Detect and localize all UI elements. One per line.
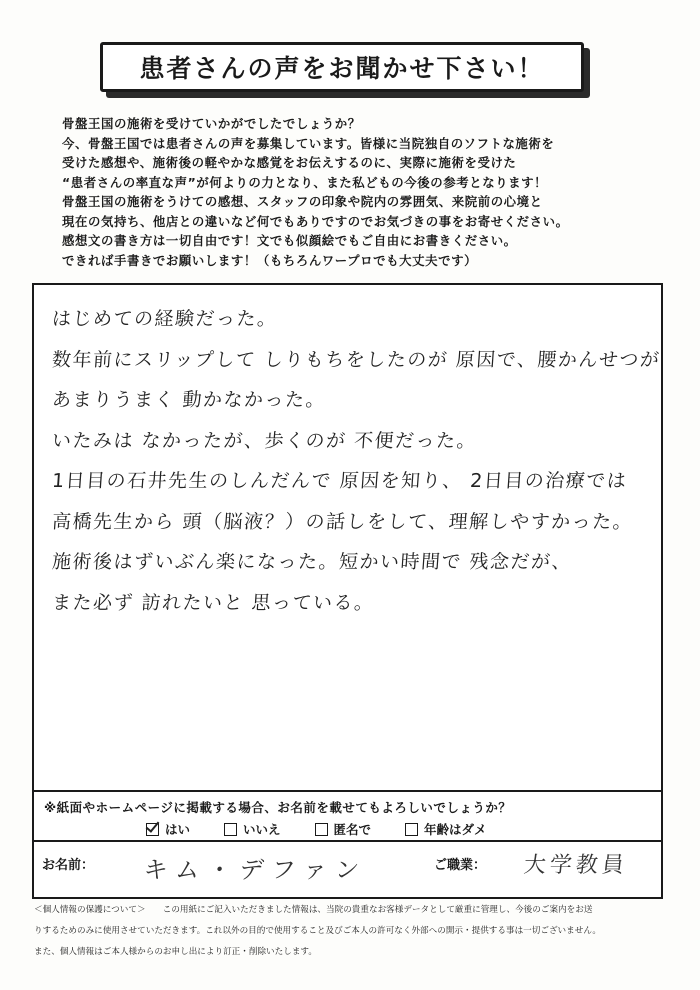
feedback-form <box>32 283 663 899</box>
option-label: 匿名で <box>333 822 372 837</box>
option-label: はい <box>165 822 191 837</box>
intro-line: 現在の気持ち、他店との違いなど何でもありですのでお気づきの事をお寄せください。 <box>62 213 569 229</box>
name-occupation-row <box>34 840 661 897</box>
intro-line: “患者さんの率直な声”が何よりの力となり、また私どもの今後の参考となります！ <box>62 174 548 190</box>
privacy-line: また、個人情報はご本人様からのお申し出により訂正・削除いたします。 <box>34 947 317 957</box>
consent-options <box>146 820 487 838</box>
intro-line: 骨盤王国の施術を受けていかがでしたでしょうか？ <box>62 116 361 131</box>
option-no[interactable] <box>224 820 281 838</box>
consent-question: ※紙面やホームページに掲載する場合、お名前を載せてもよろしいでしょうか？ <box>44 800 512 815</box>
comment-line: はじめての経験だった。 <box>51 308 279 330</box>
title-banner <box>100 42 590 98</box>
name-consent-section <box>34 790 661 842</box>
privacy-line: りするためのみに使用させていただきます。これ以外の目的で使用すること及びご本人の許可なく外部への開示・提供する事は一切ございません。 <box>34 926 602 936</box>
handwritten-comment <box>51 299 662 623</box>
option-anonymous[interactable] <box>315 820 372 838</box>
comment-line: 数年前にスリップして しりもちをしたのが 原因で、腰かんせつが <box>51 348 662 371</box>
comment-line: また必ず 訪れたいと 思っている。 <box>51 591 376 614</box>
checkbox-no[interactable] <box>224 823 237 836</box>
option-label: いいえ <box>243 822 281 837</box>
checkbox-no-age[interactable] <box>405 823 418 836</box>
comment-line: 高橋先生から 頭（脳液？）の話しをして、理解しやすかった。 <box>51 510 634 533</box>
intro-text <box>62 114 662 270</box>
intro-line: 感想文の書き方は一切自由です！文でも似顔絵でもご自由にお書きください。 <box>62 233 517 248</box>
occupation-label: ご職業： <box>434 858 487 873</box>
intro-line: 骨盤王国の施術をうけての感想、スタッフの印象や院内の雰囲気、来院前の心境と <box>62 194 543 209</box>
checkbox-yes[interactable] <box>146 823 159 836</box>
name-label: お名前： <box>42 858 95 873</box>
page-title: 患者さんの声をお聞かせ下さい！ <box>100 42 584 92</box>
comment-line: いたみは なかったが、歩くのが 不便だった。 <box>51 429 478 452</box>
privacy-line: ＜個人情報の保護について＞ この用紙にご記入いただきました情報は、当院の貴重なお客様データとして厳重に管理し、今後のご案内をお送 <box>34 905 593 915</box>
name-field[interactable]: キム・デファン <box>142 856 369 884</box>
comment-line: 施術後はずいぶん楽になった。短かい時間で 残念だが、 <box>51 551 573 573</box>
option-yes[interactable] <box>146 820 190 838</box>
option-no-age[interactable] <box>405 820 487 838</box>
intro-line: 受けた感想や、施術後の軽やかな感覚をお伝えするのに、実際に施術を受けた <box>62 155 517 170</box>
occupation-field[interactable]: 大学教員 <box>522 853 630 878</box>
intro-line: できれば手書きでお願いします！（もちろんワープロでも大丈夫です） <box>62 252 478 268</box>
comment-line: あまりうまく 動かなかった。 <box>51 389 327 411</box>
privacy-notice <box>34 900 664 963</box>
checkbox-anonymous[interactable] <box>315 823 328 836</box>
option-label: 年齢はダメ <box>424 822 487 837</box>
comment-line: 1日目の石井先生のしんだんで 原因を知り、 2日目の治療では <box>51 470 629 492</box>
intro-line: 今、骨盤王国では患者さんの声を募集しています。皆様に当院独自のソフトな施術を <box>62 135 555 151</box>
